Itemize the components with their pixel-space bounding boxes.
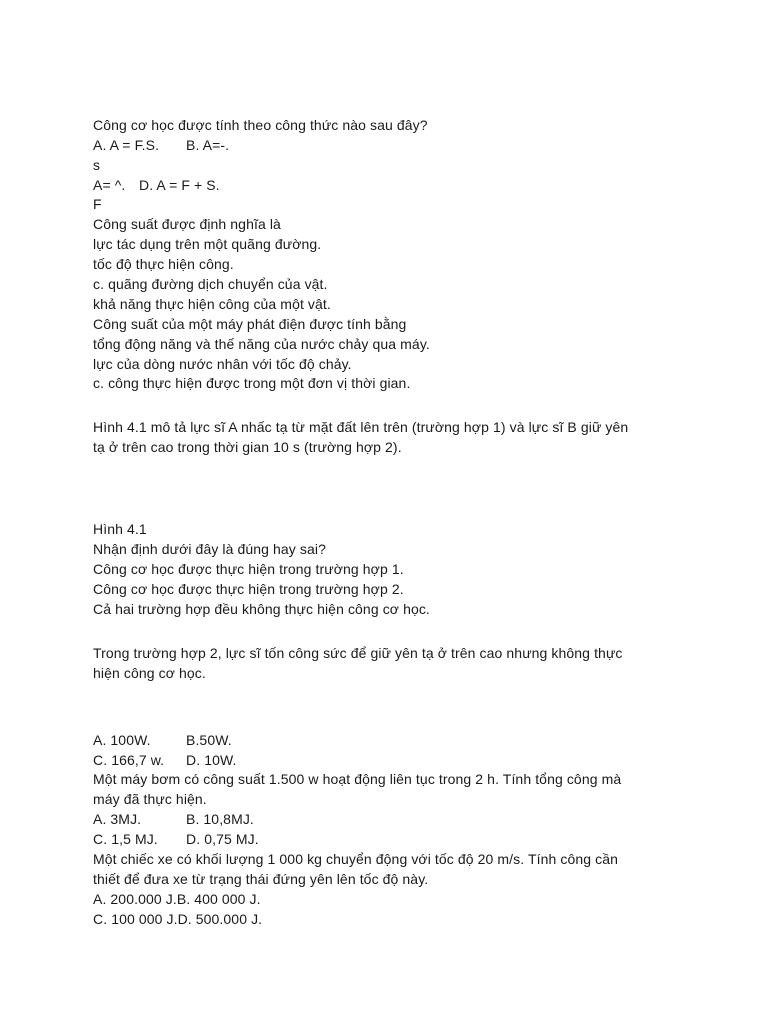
question-5-text: Một máy bơm có công suất 1.500 w hoạt động liên tục trong 2 h. Tính tổng công mà: [93, 771, 622, 787]
question-4-text: Nhận định dưới đây là đúng hay sai?: [93, 541, 326, 557]
figure-description: Hình 4.1 mô tả lực sĩ A nhấc tạ từ mặt đất lên trên (trường hợp 1) và lực sĩ B giữ yên: [93, 419, 629, 435]
question-2-option: c. quãng đường dịch chuyển của vật.: [93, 276, 328, 292]
question-5-options-cd: C. 1,5 MJ. D. 0,75 MJ.: [93, 831, 259, 847]
question-4-statement: Cả hai trường hợp đều không thực hiện công cơ học.: [93, 601, 430, 617]
question-3-option: c. công thực hiện được trong một đơn vị thời gian.: [93, 375, 411, 391]
question-3-option: lực của dòng nước nhân với tốc độ chảy.: [93, 356, 352, 372]
question-4-statement: Công cơ học được thực hiện trong trường hợp 2.: [93, 581, 404, 597]
question-6-options-cd: C. 100 000 J.D. 500.000 J.: [93, 911, 263, 927]
question-2-option: tốc độ thực hiện công.: [93, 256, 234, 272]
question-6-text: thiết để đưa xe từ trạng thái đứng yên lên tốc độ này.: [93, 871, 429, 887]
fraction-denominator: F: [93, 196, 102, 212]
question-1-text: Công cơ học được tính theo công thức nào sau đây?: [93, 117, 428, 133]
power-options-cd: C. 166,7 w. D. 10W.: [93, 752, 237, 768]
question-3-option: tổng động năng và thế năng của nước chảy qua máy.: [93, 336, 430, 352]
question-4-statement: Công cơ học được thực hiện trong trường hợp 1.: [93, 561, 404, 577]
power-options-ab: A. 100W. B.50W.: [93, 732, 232, 748]
question-2-option: khả năng thực hiện công của một vật.: [93, 296, 331, 312]
fraction-denominator: s: [93, 157, 101, 173]
question-5-options-ab: A. 3MJ. B. 10,8MJ.: [93, 811, 254, 827]
explanation-text: Trong trường hợp 2, lực sĩ tốn công sức để giữ yên tạ ở trên cao nhưng không thực: [93, 645, 623, 661]
figure-caption: Hình 4.1: [93, 521, 147, 537]
question-6-text: Một chiếc xe có khối lượng 1 000 kg chuyển động với tốc độ 20 m/s. Tính công cần: [93, 851, 618, 867]
question-3-text: Công suất của một máy phát điện được tính bằng: [93, 316, 407, 332]
question-5-text: máy đã thực hiện.: [93, 791, 207, 807]
figure-description: tạ ở trên cao trong thời gian 10 s (trường hợp 2).: [93, 439, 402, 455]
question-2-option: lực tác dụng trên một quãng đường.: [93, 236, 322, 252]
question-6-options-ab: A. 200.000 J.B. 400 000 J.: [93, 891, 261, 907]
explanation-text: hiện công cơ học.: [93, 665, 206, 681]
question-2-text: Công suất được định nghĩa là: [93, 216, 281, 232]
question-1-options-ab: A. A = F.S. B. A=-.: [93, 137, 230, 153]
question-1-options-cd: A= ^. D. A = F + S.: [93, 177, 220, 193]
